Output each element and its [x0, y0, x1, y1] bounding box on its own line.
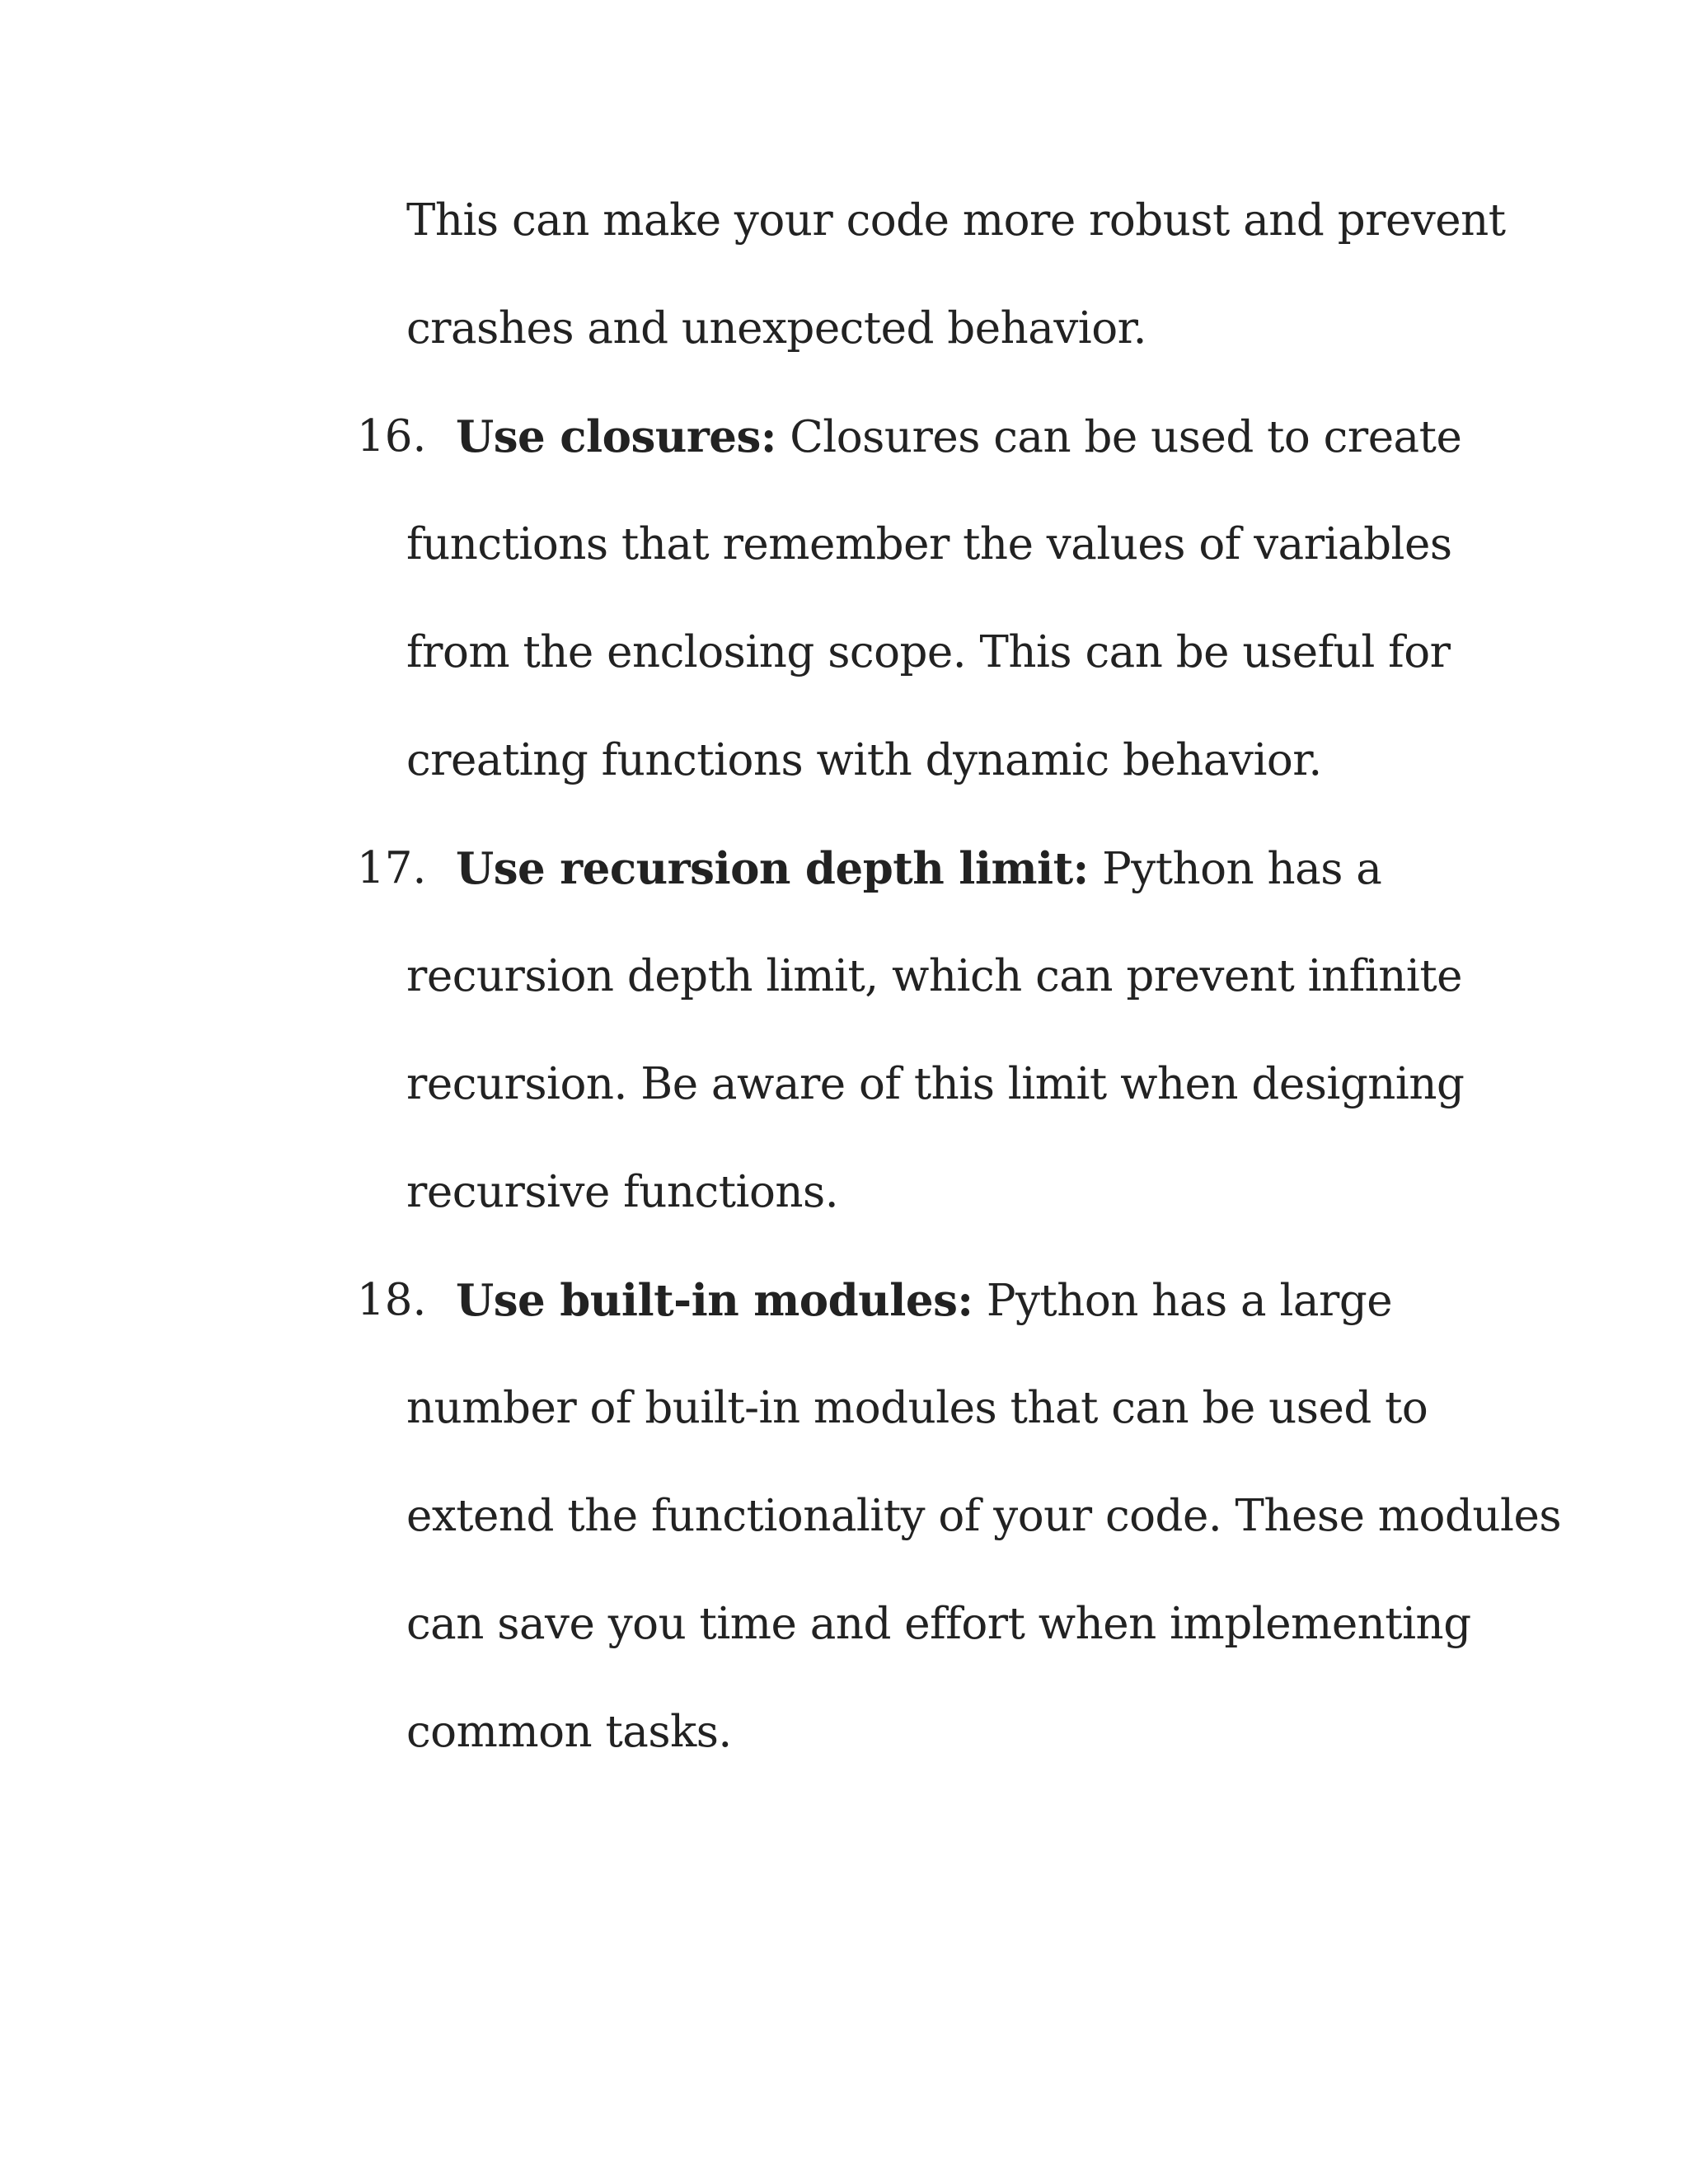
- text-line: common tasks.: [406, 1707, 732, 1757]
- text-line: recursive functions.: [406, 1167, 839, 1217]
- list-number: 18.: [357, 1275, 427, 1325]
- text-line: This can make your code more robust and prevent: [406, 195, 1506, 246]
- text-line: can save you time and effort when implementing: [406, 1599, 1471, 1649]
- text-line: recursion depth limit, which can prevent infinite: [406, 951, 1462, 1001]
- list-item-text: Python has a: [1088, 844, 1382, 894]
- list-item-heading: [456, 408, 1461, 466]
- list-item-text: Closures can be used to create: [776, 412, 1462, 462]
- text-line: functions that remember the values of variables: [406, 519, 1452, 569]
- list-item-heading: [456, 840, 1381, 898]
- list-number: 16.: [357, 411, 427, 462]
- text-line: number of built-in modules that can be used to: [406, 1383, 1428, 1433]
- list-item-text: Python has a large: [973, 1276, 1393, 1326]
- text-line: from the enclosing scope. This can be useful for: [406, 627, 1451, 677]
- text-line: crashes and unexpected behavior.: [406, 303, 1146, 354]
- list-item-heading: [456, 1272, 1392, 1329]
- list-item-title: Use built-in modules:: [456, 1275, 973, 1326]
- text-line: extend the functionality of your code. These modules: [406, 1491, 1562, 1541]
- list-number: 17.: [357, 843, 427, 893]
- list-item-title: Use recursion depth limit:: [456, 843, 1089, 894]
- text-line: recursion. Be aware of this limit when designing: [406, 1059, 1465, 1109]
- list-item-title: Use closures:: [456, 411, 776, 462]
- text-line: creating functions with dynamic behavior.: [406, 735, 1322, 785]
